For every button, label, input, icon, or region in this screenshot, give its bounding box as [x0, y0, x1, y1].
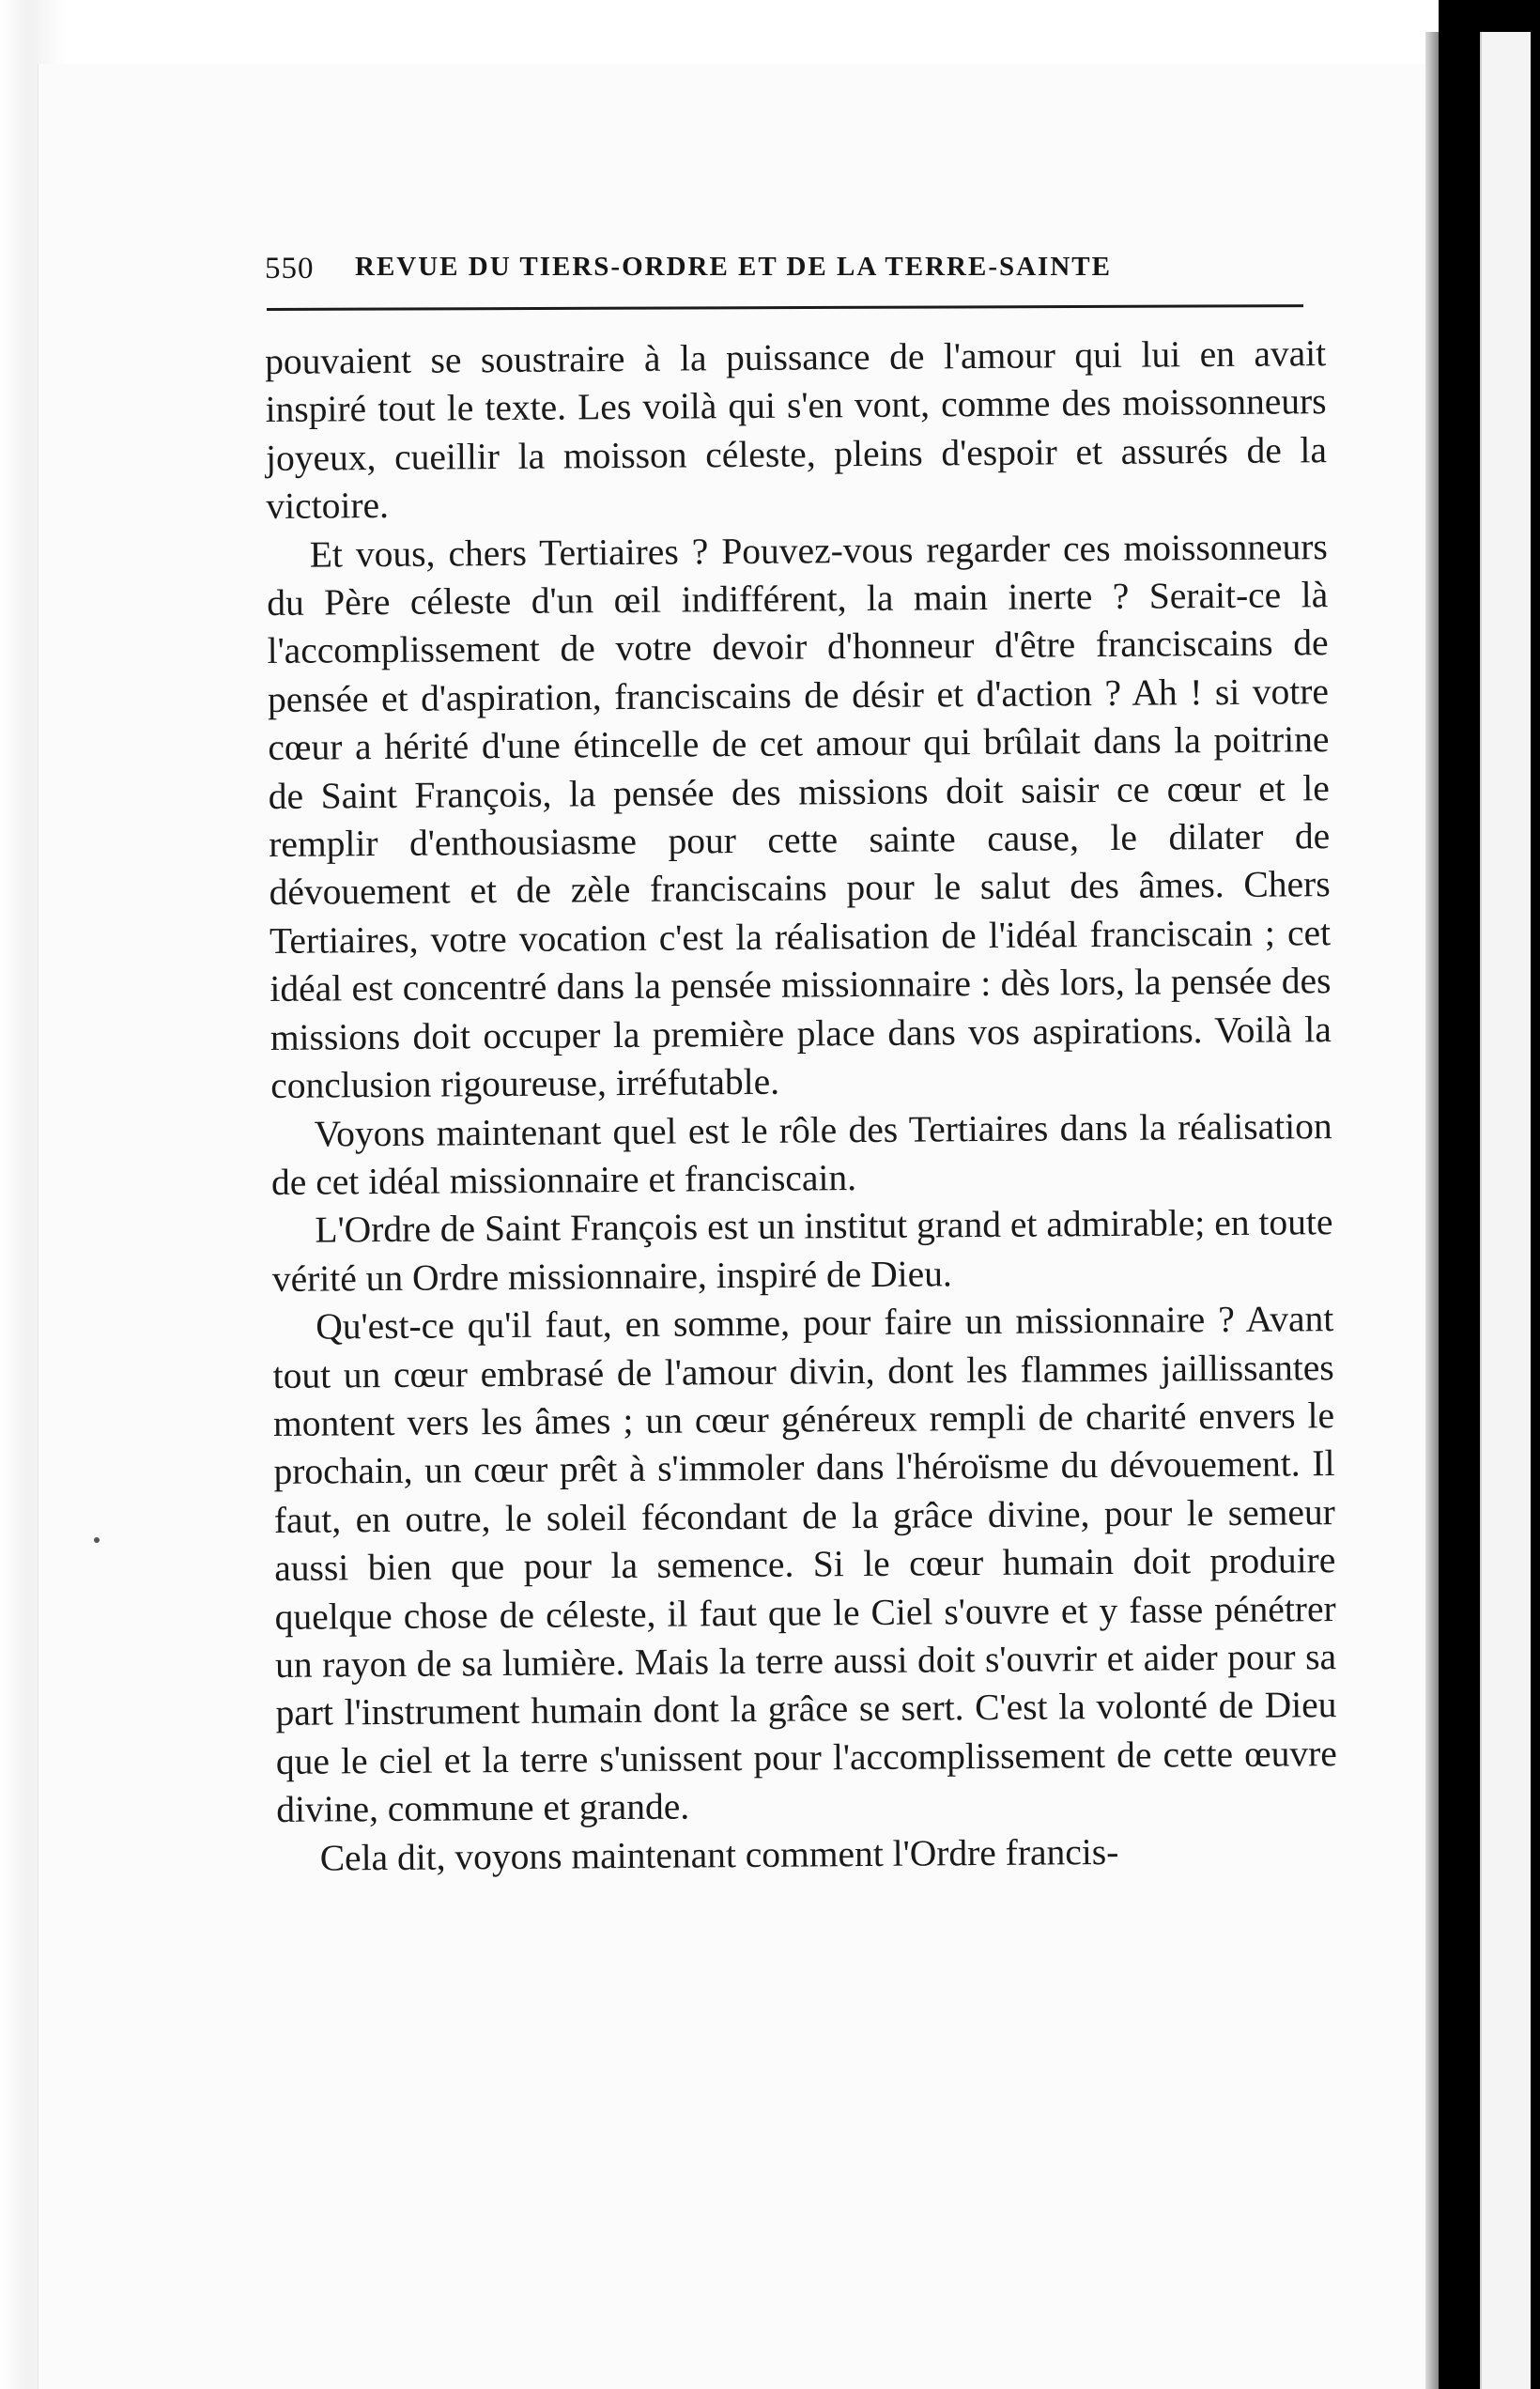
- paragraph: Et vous, chers Tertiaires ? Pouvez-vous regarder ces moissonneurs du Père céleste d'un œil indifférent, la main inerte ? Serait-ce là l'accomplissement de votre devoir d'honneur d'être franciscains de pensée et d'aspiration, franciscains de désir et d'action ? Ah ! si votre cœur a hérité d'une étincelle de cet amour qui brûlait dans la poitrine de Saint François, la pensée des missions doit saisir ce cœur et le remplir d'enthousiasme pour cette sainte cause, le dilater de dévouement et de zèle franciscains pour le salut des âmes. Chers Tertiaires, votre vocation c'est la réalisation de l'idéal franciscain ; cet idéal est concentré dans la pensée missionnaire : dès lors, la pensée des missions doit occuper la première place dans vos aspirations. Voilà la conclusion rigoureuse, irréfutable.: [267, 525, 1332, 1107]
- page-number: 550: [265, 252, 315, 285]
- scan-margin-top: [0, 0, 1540, 64]
- paragraph: L'Ordre de Saint François est un institut grand et admirable; en toute vérité un Ordre missionnaire, inspiré de Dieu.: [271, 1201, 1333, 1300]
- body-text: [265, 330, 1338, 1883]
- scan-speck: [94, 1537, 100, 1543]
- paragraph-final: Cela dit, voyons maintenant comment l'Ordre francis-: [319, 1830, 1119, 1879]
- paragraph-continuation: pouvaient se soustraire à la puissance de l'amour qui lui en avait inspiré tout le texte. Les voilà qui s'en vont, comme des moissonneurs joyeux, cueillir la moisson céleste, pleins d'espoir et assurés de la victoire.: [265, 332, 1328, 528]
- next-page-sliver: [1480, 32, 1531, 2389]
- paragraph: Voyons maintenant quel est le rôle des Tertiaires dans la réalisation de cet idéal missionnaire et franciscain.: [270, 1104, 1332, 1203]
- page-edge-shadow: [1425, 32, 1439, 2389]
- running-title: REVUE DU TIERS-ORDRE ET DE LA TERRE-SAINTE: [355, 252, 1112, 282]
- running-header: [265, 250, 1313, 287]
- paragraph: Qu'est-ce qu'il faut, en somme, pour faire un missionnaire ? Avant tout un cœur embrasé de l'amour divin, dont les flammes jaillissantes montent vers les âmes ; un cœur généreux rempli de charité envers le prochain, un cœur prêt à s'immoler dans l'héroïsme du dévouement. Il faut, en outre, le soleil fécondant de la grâce divine, pour le semeur aussi bien que pour la semence. Si le cœur humain doit produire quelque chose de céleste, il faut que le Ciel s'ouvre et y fasse pénétrer un rayon de sa lumière. Mais la terre aussi doit s'ouvrir et aider pour sa part l'instrument humain dont la grâce se sert. C'est la volonté de Dieu que le ciel et la terre s'unissent pour l'accomplissement de cette œuvre divine, commune et grande.: [272, 1298, 1338, 1831]
